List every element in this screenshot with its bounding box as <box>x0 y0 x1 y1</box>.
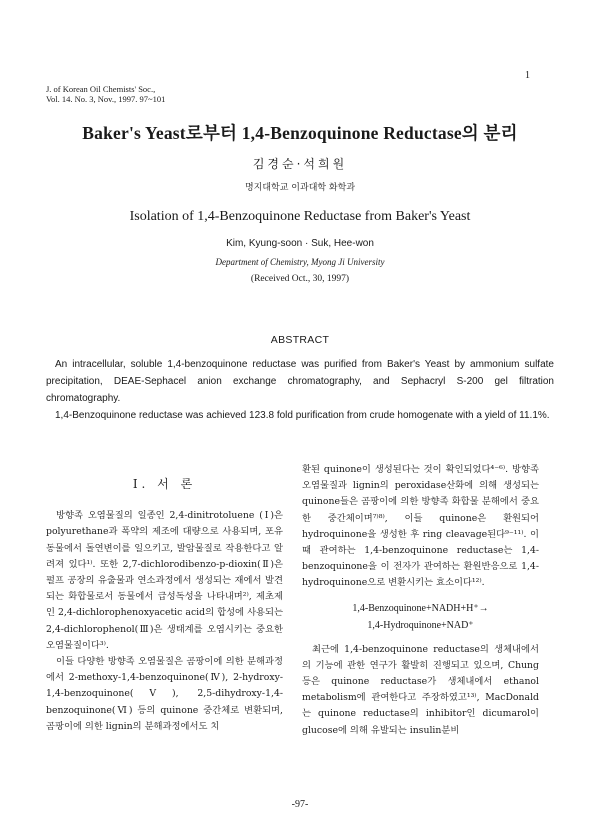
affiliation-korean: 명지대학교 이과대학 화학과 <box>244 183 356 193</box>
journal-line-2: Vol. 14. No. 3, Nov., 1997. 97~101 <box>46 94 166 104</box>
abstract-heading: ABSTRACT <box>270 334 330 346</box>
received-date: (Received Oct., 30, 1997) <box>250 274 350 284</box>
journal-line-1: J. of Korean Oil Chemists' Soc., <box>46 84 156 94</box>
right-column <box>302 462 539 739</box>
abstract-paragraph-2: 1,4-Benzoquinone reductase was achieved 123.8 fold purification from crude homogenate with a yield of 11.1%. <box>55 410 550 421</box>
page-number-top: 1 <box>525 70 530 81</box>
left-paragraph-2: 이들 다양한 방향족 오염물질은 곰팡이에 의한 분해과정에서 2-methoxy-1,4-benzoquinone(Ⅳ), 2-hydroxy-1,4-benzoquinone(Ⅴ), 2,5-dihydroxy-1,4-benzoquinone(Ⅵ) 등의 quinone 중간체로 변환되며, 곰팡이에 의한 lignin의 분해과정에서도 치 <box>46 656 283 732</box>
reaction-equation <box>302 600 539 634</box>
section-heading-introduction: Ⅰ. 서 론 <box>132 477 197 491</box>
left-paragraph-1: 방향족 오염물질의 일종인 2,4-dinitrotoluene (Ⅰ)은 polyurethane과 폭약의 제조에 대량으로 사용되며, 포유동물에서 돌연변이를 일으키고, 발암물질로 작용한다고 알려져 있다¹⁾. 또한 2,7-dichlorodibenzo-p-dioxin(Ⅱ)은 펄프 공장의 유출물과 연소과정에서 생성되는 재에서 발견되는 화합물로서 동물에서 급성독성을 나타내며²⁾, 제초제인 2,4-dichlorophenoxyacetic acid의 합성에 사용되는 2,4-dichlorophenol(Ⅲ)은 생태계를 오염시키는 중요한 오염물질이다³⁾. <box>46 510 283 651</box>
abstract-paragraph-1: An intracellular, soluble 1,4-benzoquinone reductase was purified from Baker's Yeast by ammonium sulfate precipitation, DEAE-Sephacel anion exchange chromatography, and Sephacryl S-200 gel filtration chromatography. <box>46 359 554 404</box>
right-paragraph-1: 환된 quinone이 생성된다는 것이 확인되었다⁴⁻⁶⁾. 방향족 오염물질과 lignin의 peroxidase산화에 의해 생성되는 quinone들은 곰팡이에 의한 방향족 화합물 분해에서 중요한 중간체이며⁷⁾⁸⁾, 이들 quinone은 환원되어 hydroquinone을 생성한 후 ring cleavage된다⁹⁻¹¹⁾. 이때 관여하는 1,4-benzoquinone reductase는 1,4-benzoquinone을 이 전자가 관여하는 환원반응으로 1,4-hydroquinone으로 변환시키는 효소이다¹²⁾. <box>302 464 539 589</box>
left-column <box>46 462 283 735</box>
authors-english: Kim, Kyung-soon · Suk, Hee-won <box>226 238 374 249</box>
right-paragraph-2: 최근에 1,4-benzoquinone reductase의 생체내에서의 기능에 관한 연구가 활발히 진행되고 있으며, Chung 등은 quinone reductase가 생체내에서 ethanol metabolism에 관여한다고 주장하였고¹³⁾, MacDonald는 quinone reductase의 inhibitor인 dicumarol이 glucose에 의해 유발되는 insulin분비 <box>302 643 539 736</box>
title-korean: Baker's Yeast로부터 1,4-Benzoquinone Reductase의 분리 <box>82 123 518 143</box>
equation-line-1: 1,4-Benzoquinone+NADH+H⁺→ <box>352 602 489 614</box>
affiliation-english: Department of Chemistry, Myong Ji University <box>215 257 385 267</box>
title-english: Isolation of 1,4-Benzoquinone Reductase from Baker's Yeast <box>129 209 471 224</box>
page-number-bottom: -97- <box>291 799 309 810</box>
equation-line-2: 1,4-Hydroquinone+NAD⁺ <box>367 619 474 631</box>
authors-korean: 김경순·석희원 <box>252 157 348 171</box>
journal-citation <box>46 84 165 104</box>
abstract-body <box>46 356 554 424</box>
